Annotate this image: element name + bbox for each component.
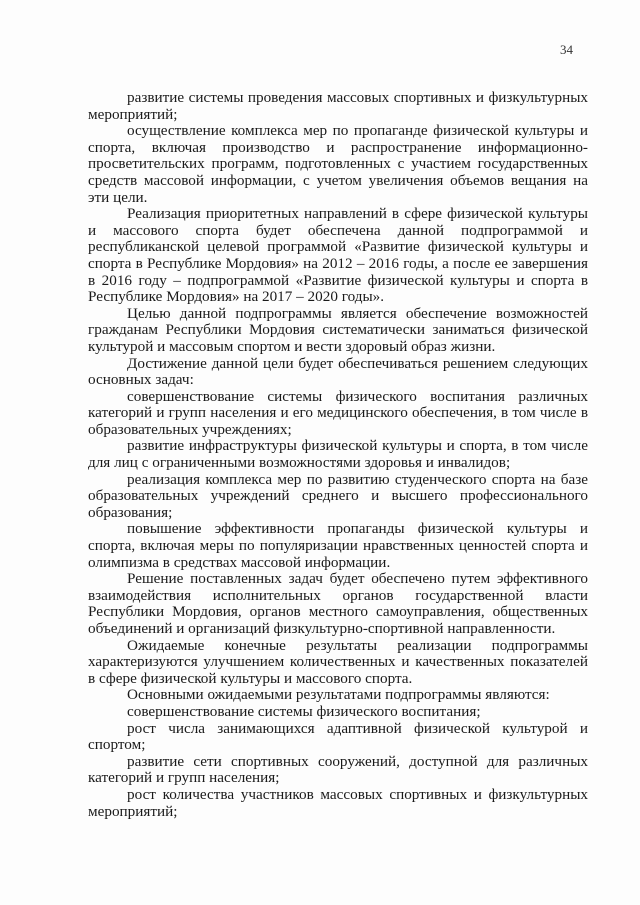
paragraph: рост числа занимающихся адаптивной физической культурой и спортом; [88,719,588,754]
paragraph: реализация комплекса мер по развитию студенческого спорта на базе образовательных учреждений среднего и высшего профессионального образования; [88,470,588,521]
paragraph: развитие системы проведения массовых спортивных и физкультурных мероприятий; [88,89,588,123]
page-number: 34 [560,42,573,57]
paragraph: Основными ожидаемыми результатами подпрограммы являются: [127,686,550,704]
paragraph: Реализация приоритетных направлений в сфере физической культуры и массового спорта будет обеспечена данной подпрограммой и республиканской целевой программой «Развитие физической культуры и спорта в Республике Мордовия» на 2012 – 2016 годы, а после ее завершения в 2016 году – подпрограммой «Развитие физической культуры и спорта в Республике Мордовия» на 2017 – 2020 годы». [88,205,588,306]
paragraph: развитие инфраструктуры физической культуры и спорта, в том числе для лиц с ограниченными возможностями здоровья и инвалидов; [88,437,588,472]
paragraph: Решение поставленных задач будет обеспечено путем эффективного взаимодействия исполнительных органов государственной власти Республики Мордовия, органов местного самоуправления, общественных объединений и организаций физкультурно-спортивной направленности. [88,570,588,637]
paragraph: повышение эффективности пропаганды физической культуры и спорта, включая меры по популяризации нравственных ценностей спорта и олимпизма в средствах массовой информации. [88,520,588,571]
paragraph: рост количества участников массовых спортивных и физкультурных мероприятий; [88,785,588,820]
paragraph: Ожидаемые конечные результаты реализации подпрограммы характеризуются улучшением количественных и качественных показателей в сфере физической культуры и массового спорта. [88,636,588,687]
paragraph: осуществление комплекса мер по пропаганде физической культуры и спорта, включая производство и распространение информационно-просветительских программ, подготовленных с участием государственных средств массовой информации, с учетом увеличения объемов вещания на эти цели. [88,122,588,206]
paragraph: развитие сети спортивных сооружений, доступной для различных категорий и групп населения; [88,752,588,787]
paragraph: Целью данной подпрограммы является обеспечение возможностей гражданам Республики Мордовия систематически заниматься физической культурой и массовым спортом и вести здоровый образ жизни. [88,304,588,355]
paragraph: совершенствование системы физического воспитания; [127,702,481,720]
paragraph: совершенствование системы физического воспитания различных категорий и групп населения и его медицинского обеспечения, в том числе в образовательных учреждениях; [88,387,588,438]
paragraph: Достижение данной цели будет обеспечиваться решением следующих основных задач: [88,354,588,389]
body-text [88,90,588,820]
